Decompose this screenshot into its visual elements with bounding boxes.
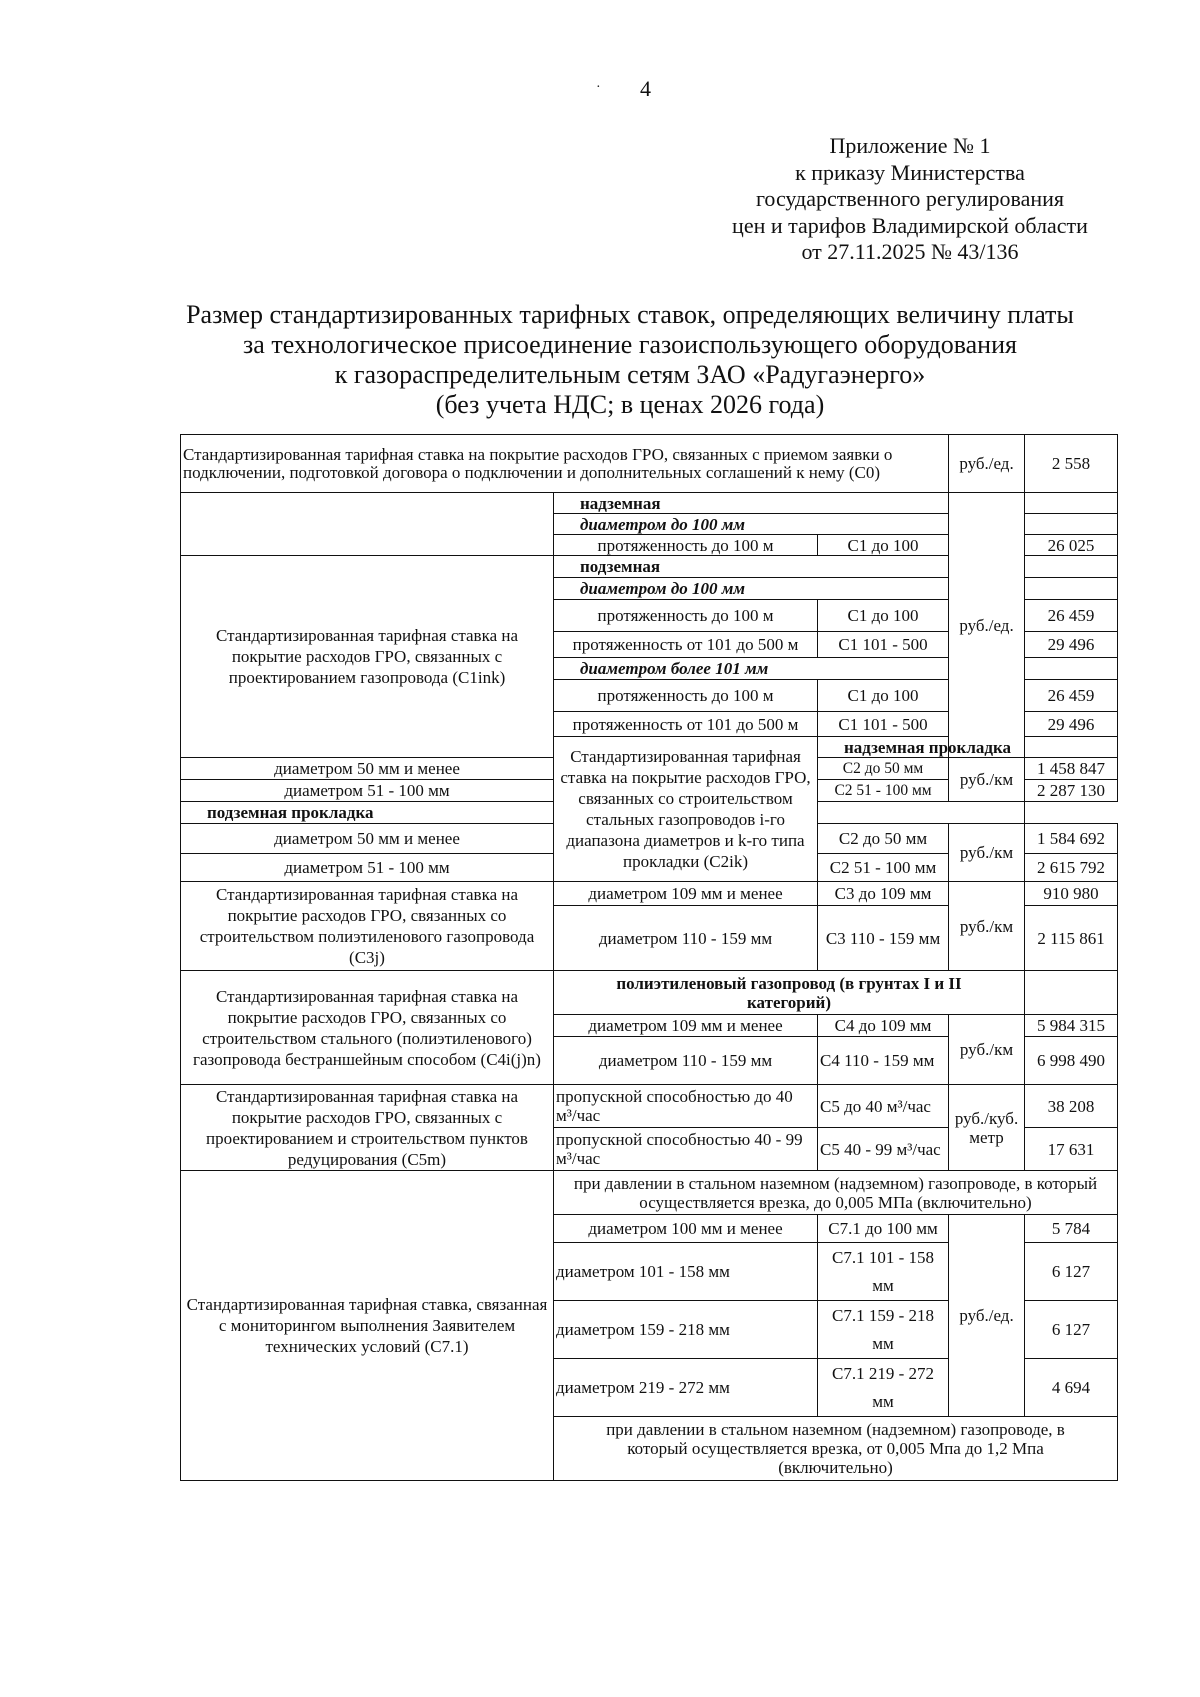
value-cell: 910 980 [1025, 882, 1118, 906]
code-cell: С7.1 219 - 272 мм [818, 1359, 949, 1417]
value-cell: 29 496 [1025, 712, 1118, 737]
length-cell: протяженность до 100 м [554, 535, 818, 556]
table-row [181, 971, 1118, 1015]
capacity-cell: пропускной способностью 40 - 99 м³/час [554, 1128, 818, 1171]
diameter-cell: диаметром 109 мм и менее [554, 882, 818, 906]
value-cell: 38 208 [1025, 1085, 1118, 1128]
empty-cell [1025, 658, 1118, 680]
code-cell: С1 до 100 [818, 535, 949, 556]
empty-cell [181, 493, 554, 556]
diameter-cell: диаметром 51 - 100 мм [181, 780, 554, 802]
code-cell: С7.1 159 - 218 мм [818, 1301, 949, 1359]
code-cell: С1 до 100 [818, 680, 949, 712]
header-line: цен и тарифов Владимирской области [732, 212, 1088, 238]
value-cell: 6 127 [1025, 1301, 1118, 1359]
page-number: 4 [640, 76, 651, 101]
diameter-cell: диаметром 50 мм и менее [181, 758, 554, 780]
empty-cell [1025, 737, 1118, 758]
diameter-cell: диаметром 100 мм и менее [554, 1215, 818, 1243]
value-cell: 5 784 [1025, 1215, 1118, 1243]
table-row [181, 493, 1118, 514]
code-cell: С5 40 - 99 м³/час [818, 1128, 949, 1171]
rate-description-c1: Стандартизированная тарифная ставка на покрытие расходов ГРО, связанных с проектированием газопровода (C1ink) [181, 556, 554, 758]
unit-cell: руб./ед. [949, 435, 1025, 493]
unit-cell: руб./ед. [949, 493, 1025, 758]
diameter-label: диаметром до 100 мм [554, 514, 949, 535]
code-cell: С7.1 до 100 мм [818, 1215, 949, 1243]
value-cell: 29 496 [1025, 632, 1118, 658]
diameter-cell: диаметром 110 - 159 мм [554, 906, 818, 971]
rate-description-c4: Стандартизированная тарифная ставка на покрытие расходов ГРО, связанных со строительством стального (полиэтиленового) газопровода бестраншейным способом (С4i(j)n) [181, 971, 554, 1085]
length-cell: протяженность до 100 м [554, 680, 818, 712]
diameter-cell: диаметром 101 - 158 мм [554, 1243, 818, 1301]
code-cell: С3 110 - 159 мм [818, 906, 949, 971]
value-cell: 17 631 [1025, 1128, 1118, 1171]
value-cell: 26 025 [1025, 535, 1118, 556]
rate-description-c3: Стандартизированная тарифная ставка на покрытие расходов ГРО, связанных со строительством полиэтиленового газопровода (С3j) [181, 882, 554, 971]
diameter-cell: диаметром 109 мм и менее [554, 1015, 818, 1037]
value-cell: 2 115 861 [1025, 906, 1118, 971]
empty-cell [1025, 971, 1118, 1015]
unit-cell: руб./км [949, 1015, 1025, 1085]
diameter-label: диаметром более 101 мм [554, 658, 949, 680]
table-row [181, 1171, 1118, 1215]
section-label: надземная [554, 493, 949, 514]
value-cell: 6 998 490 [1025, 1037, 1118, 1085]
header-line: от 27.11.2025 № 43/136 [801, 239, 1019, 264]
header-line: Приложение № 1 [829, 133, 991, 158]
length-cell: протяженность от 101 до 500 м [554, 712, 818, 737]
code-cell: С2 51 - 100 мм [818, 854, 949, 882]
empty-cell [1025, 556, 1118, 578]
value-cell: 2 287 130 [1025, 780, 1118, 802]
diameter-cell: диаметром 219 - 272 мм [554, 1359, 818, 1417]
length-cell: протяженность от 101 до 500 м [554, 632, 818, 658]
title-line: (без учета НДС; в ценах 2026 года) [435, 390, 825, 419]
code-cell: С1 101 - 500 [818, 712, 949, 737]
rate-description-c0: Стандартизированная тарифная ставка на покрытие расходов ГРО, связанных с приемом заявки о подключении, подготовкой договора о подключении и дополнительных соглашений к нему (С0) [181, 435, 949, 493]
length-cell: протяженность до 100 м [554, 600, 818, 632]
value-cell: 2 558 [1025, 435, 1118, 493]
title-line: к газораспределительным сетям ЗАО «Радугаэнерго» [334, 360, 926, 389]
value-cell: 5 984 315 [1025, 1015, 1118, 1037]
code-cell: С1 101 - 500 [818, 632, 949, 658]
unit-cell: руб./куб. метр [949, 1085, 1025, 1171]
code-cell: С2 до 50 мм [818, 824, 949, 854]
section-label: полиэтиленовый газопровод (в грунтах I и II категорий) [554, 971, 1025, 1015]
value-cell: 2 615 792 [1025, 854, 1118, 882]
unit-cell: руб./км [949, 882, 1025, 971]
code-cell: С3 до 109 мм [818, 882, 949, 906]
rate-description-c5: Стандартизированная тарифная ставка на покрытие расходов ГРО, связанных с проектированием и строительством пунктов редуцирования (С5m) [181, 1085, 554, 1171]
header-line: государственного регулирования [755, 186, 1065, 211]
tariff-table [180, 434, 1118, 1481]
value-cell: 26 459 [1025, 680, 1118, 712]
unit-cell: руб./км [949, 824, 1025, 882]
capacity-cell: пропускной способностью до 40 м³/час [554, 1085, 818, 1128]
pressure-condition: при давлении в стальном наземном (надземном) газопроводе, в который осуществляется врезка, до 0,005 МПа (включительно) [554, 1171, 1118, 1215]
value-cell: 1 458 847 [1025, 758, 1118, 780]
value-cell: 6 127 [1025, 1243, 1118, 1301]
section-label: подземная [554, 556, 949, 578]
empty-cell [818, 802, 1025, 824]
header-line: к приказу Министерства [795, 159, 1025, 185]
table-row [181, 882, 1118, 906]
value-cell: 26 459 [1025, 600, 1118, 632]
empty-cell [1025, 578, 1118, 600]
section-label: надземная прокладка [818, 737, 1025, 758]
diameter-cell: диаметром 51 - 100 мм [181, 854, 554, 882]
diameter-cell: диаметром 159 - 218 мм [554, 1301, 818, 1359]
value-cell: 1 584 692 [1025, 824, 1118, 854]
rate-description-c7: Стандартизированная тарифная ставка, связанная с мониторингом выполнения Заявителем технических условий (С7.1) [181, 1171, 554, 1481]
unit-cell: руб./ед. [949, 1215, 1025, 1417]
document-title [150, 300, 1110, 420]
title-line: за технологическое присоединение газоиспользующего оборудования [243, 330, 1017, 359]
code-cell: С2 до 50 мм [818, 758, 949, 780]
value-cell: 4 694 [1025, 1359, 1118, 1417]
diameter-cell: диаметром 110 - 159 мм [554, 1037, 818, 1085]
scan-speck: · [596, 80, 601, 95]
diameter-label: диаметром до 100 мм [554, 578, 949, 600]
table-row [181, 1085, 1118, 1128]
code-cell: С4 110 - 159 мм [818, 1037, 949, 1085]
code-cell: С7.1 101 - 158 мм [818, 1243, 949, 1301]
pressure-condition: при давлении в стальном наземном (надземном) газопроводе, в который осуществляется врезка, от 0,005 Мпа до 1,2 Мпа (включительно) [554, 1417, 1118, 1481]
code-cell: С2 51 - 100 мм [818, 780, 949, 802]
diameter-cell: диаметром 50 мм и менее [181, 824, 554, 854]
code-cell: С4 до 109 мм [818, 1015, 949, 1037]
table-row [181, 435, 1118, 493]
empty-cell [1025, 514, 1118, 535]
code-cell: С1 до 100 [818, 600, 949, 632]
code-cell: С5 до 40 м³/час [818, 1085, 949, 1128]
appendix-header [700, 133, 1120, 266]
rate-description-c2: Стандартизированная тарифная ставка на покрытие расходов ГРО, связанных со строительством стальных газопроводов i-го диапазона диаметров и k-го типа прокладки (C2ik) [554, 737, 818, 882]
unit-cell: руб./км [949, 758, 1025, 802]
section-label: подземная прокладка [181, 802, 818, 824]
title-line: Размер стандартизированных тарифных ставок, определяющих величину платы [186, 300, 1074, 329]
empty-cell [1025, 493, 1118, 514]
